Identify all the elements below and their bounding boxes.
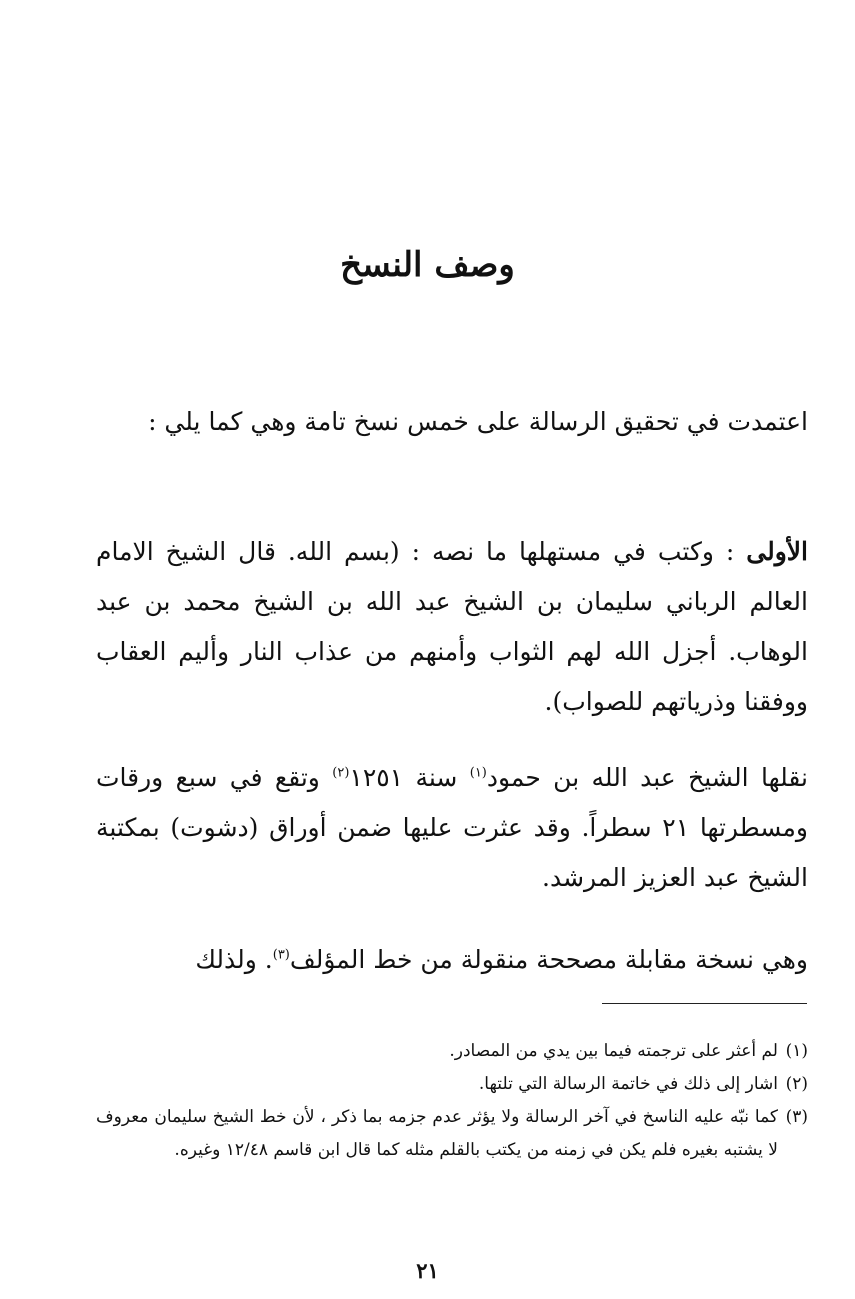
collation-paragraph bbox=[96, 935, 808, 985]
intro-text: اعتمدت في تحقيق الرسالة على خمس نسخ تامة وهي كما يلي : bbox=[148, 407, 808, 436]
footnotes-list bbox=[96, 1035, 808, 1167]
footnote-mark: (٣) bbox=[785, 1107, 808, 1127]
footnote-mark: (١) bbox=[785, 1041, 808, 1061]
copyist-text-a: نقلها الشيخ عبد الله بن حمود bbox=[486, 763, 808, 792]
copyist-text-b: سنة ١٢٥١ bbox=[349, 763, 458, 792]
footnote-divider bbox=[602, 1003, 807, 1004]
footnote-mark: (٢) bbox=[785, 1074, 808, 1094]
first-copy-text: : وكتب في مستهلها ما نصه : (بسم الله. قال الشيخ الامام العالم الرباني سليمان بن الشيخ عبد الله بن الشيخ محمد بن عبد الوهاب. أجزل الله لهم الثواب وأمنهم من عذاب النار وأليم العقاب ووفقنا وذرياتهم للصواب). bbox=[96, 537, 808, 716]
footnote-ref-2[interactable]: (٢) bbox=[332, 765, 350, 781]
footnote-text: لم أعثر على ترجمته فيما بين يدي من المصادر. bbox=[449, 1041, 778, 1061]
footnote-3 bbox=[96, 1101, 808, 1167]
footnote-text: كما نبّه عليه الناسخ في آخر الرسالة ولا يؤثر عدم جزمه بما ذكر ، لأن خط الشيخ سليمان معروف لا يشتبه بغيره فلم يكن في زمنه من يكتب بالقلم مثله كما قال ابن قاسم ١٢/٤٨ وغيره. bbox=[96, 1107, 778, 1160]
section-title: وصف النسخ bbox=[340, 244, 515, 285]
footnote-ref-1[interactable]: (١) bbox=[469, 765, 487, 781]
copyist-paragraph bbox=[96, 753, 808, 903]
footnote-ref-3[interactable]: (٣) bbox=[272, 947, 290, 963]
footnote-1 bbox=[96, 1035, 808, 1068]
first-copy-paragraph bbox=[96, 527, 808, 727]
collation-text-b: . ولذلك bbox=[195, 945, 273, 974]
intro-paragraph bbox=[96, 397, 808, 447]
first-copy-lead: الأولى bbox=[746, 537, 808, 566]
copyist-text-c: وتقع في سبع ورقات ومسطرتها ٢١ سطراً. وقد عثرت عليها ضمن أوراق (دشوت) بمكتبة الشيخ عبد العزيز المرشد. bbox=[96, 763, 809, 892]
footnote-2 bbox=[96, 1068, 808, 1101]
footnote-text: اشار إلى ذلك في خاتمة الرسالة التي تلتها. bbox=[478, 1074, 778, 1094]
collation-text-a: وهي نسخة مقابلة مصححة منقولة من خط المؤلف bbox=[289, 945, 808, 974]
page-number: ٢١ bbox=[416, 1258, 439, 1283]
